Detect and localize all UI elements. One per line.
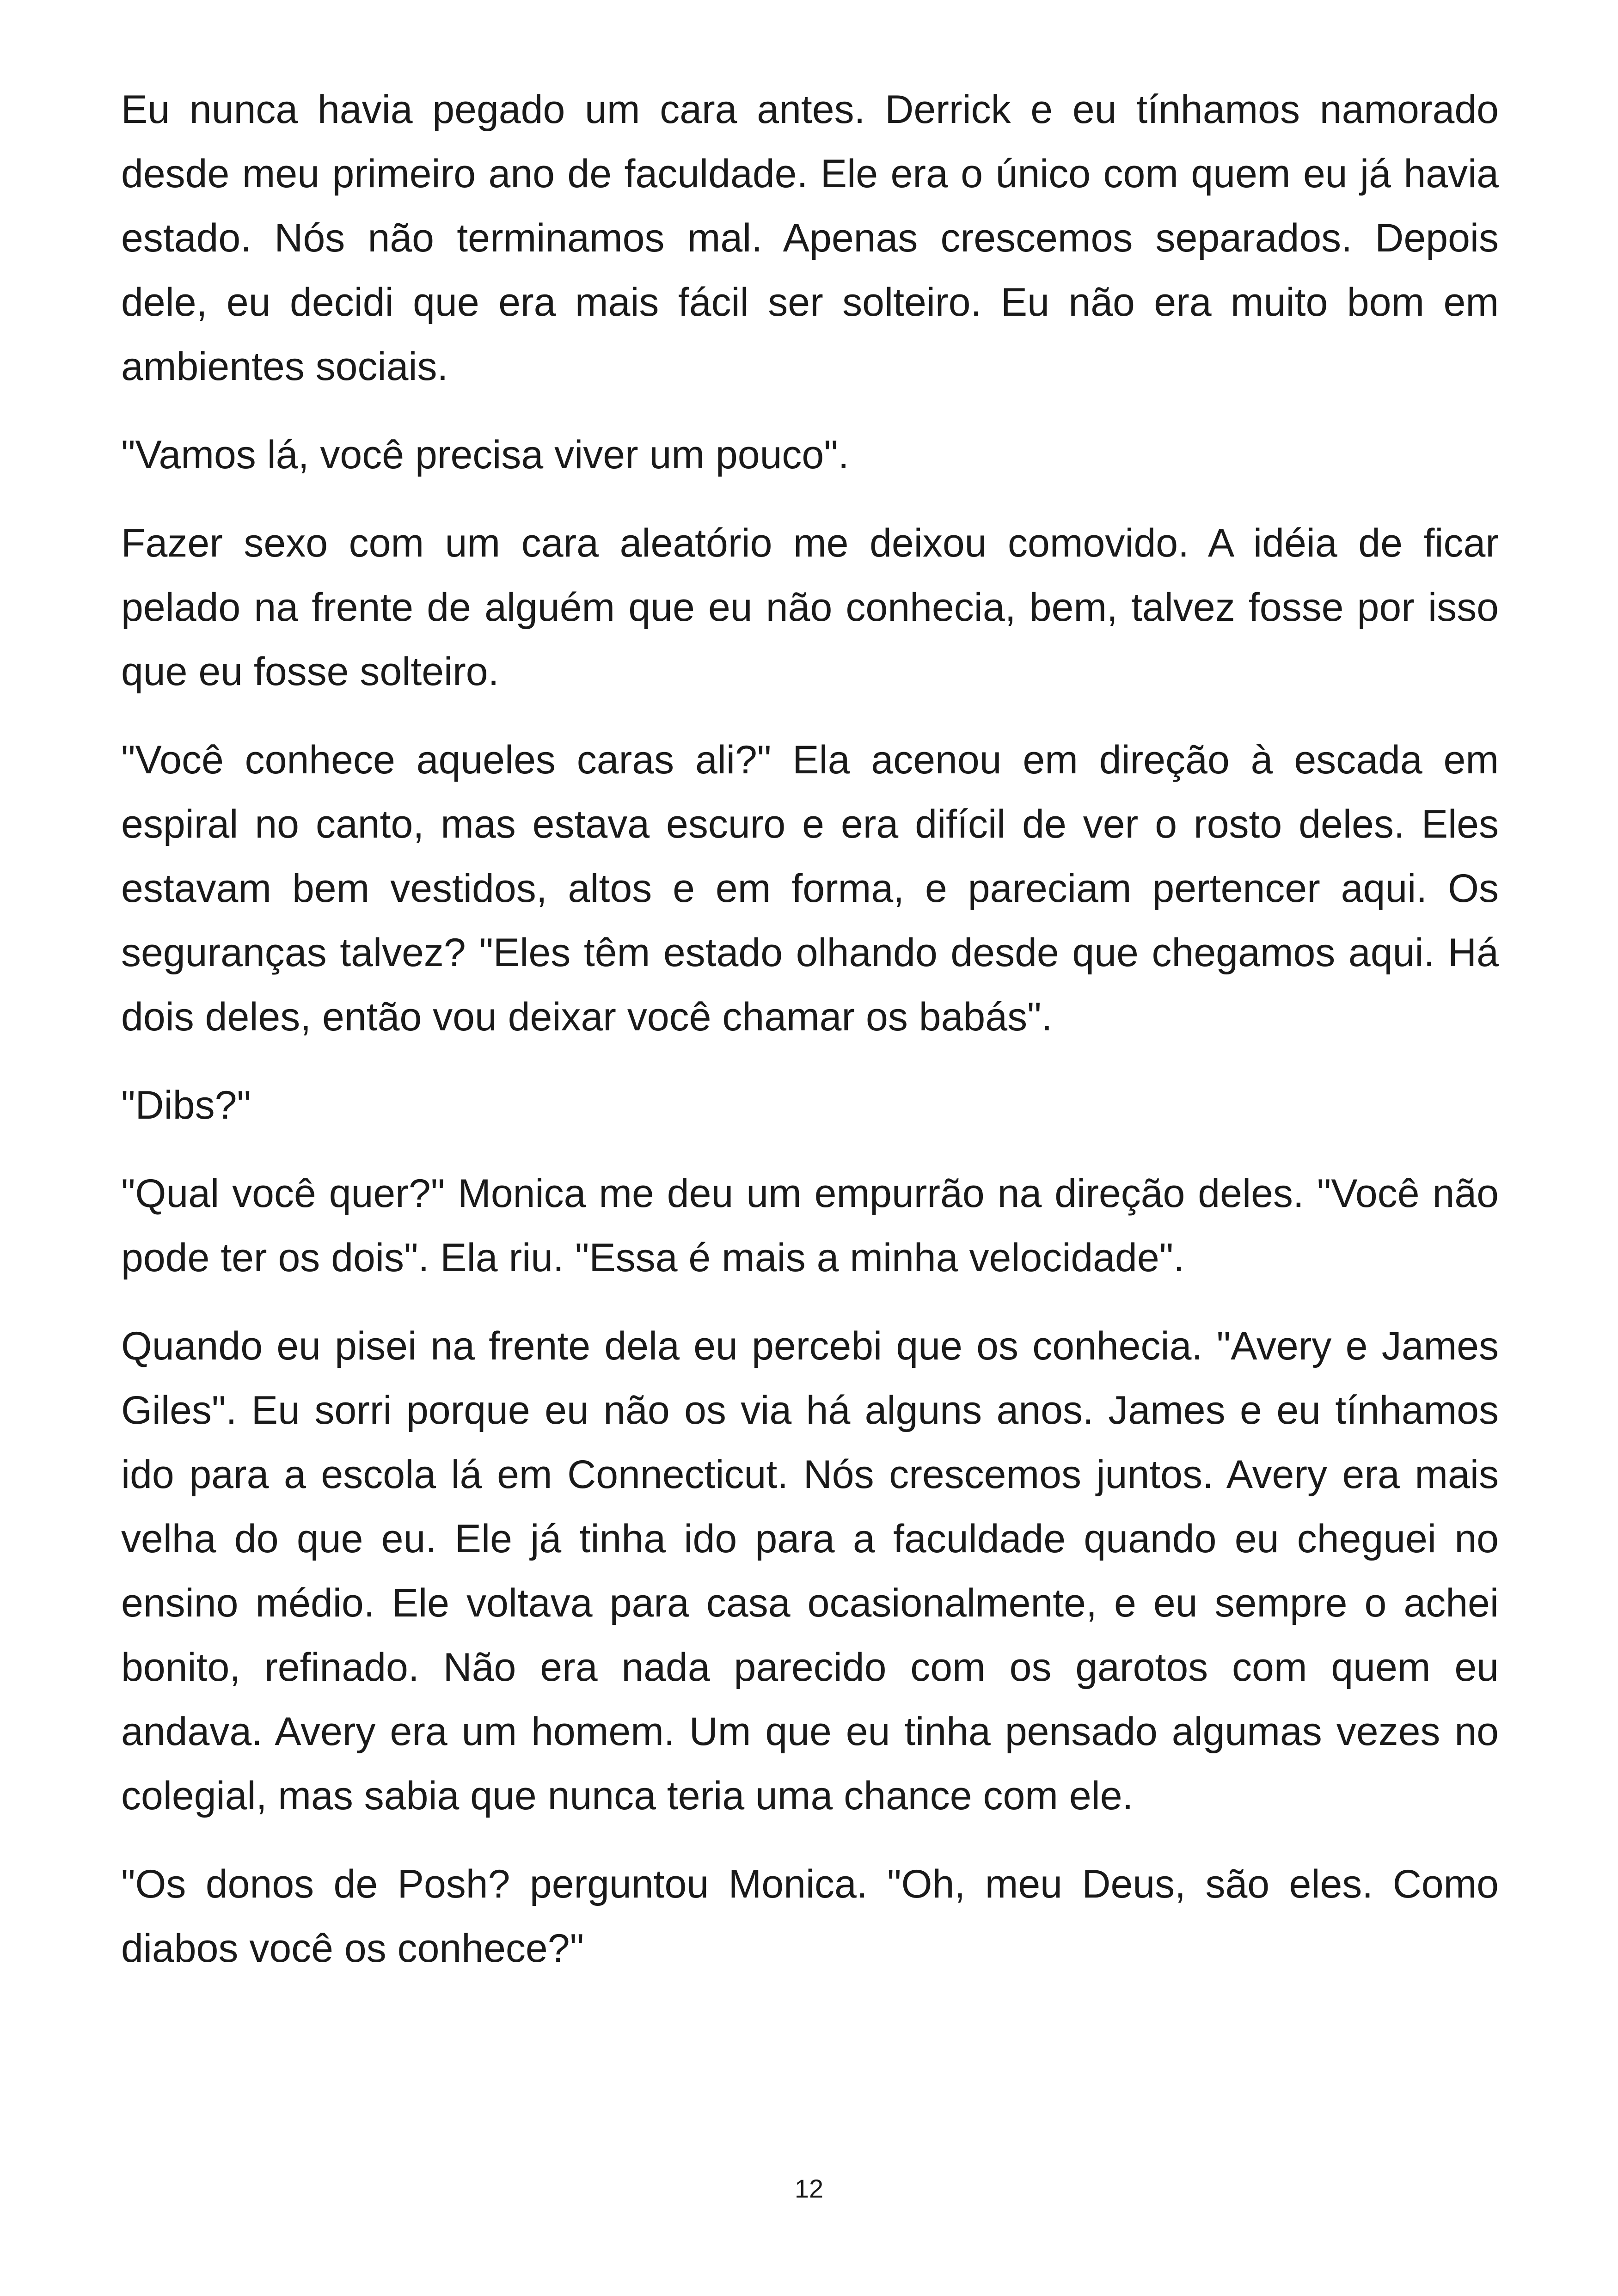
body-text	[121, 78, 1499, 2005]
paragraph-4: "Você conhece aqueles caras ali?" Ela acenou em direção à escada em espiral no canto, mas estava escuro e era difícil de ver o rosto deles. Eles estavam bem vestidos, altos e em forma, e pareciam pertencer aqui. Os seguranças talvez? "Eles têm estado olhando desde que chegamos aqui. Há dois deles, então vou deixar você chamar os babás".	[121, 738, 1499, 1039]
paragraph-7: Quando eu pisei na frente dela eu percebi que os conhecia. "Avery e James Giles". Eu sorri porque eu não os via há alguns anos. James e eu tínhamos ido para a escola lá em Connecticut. Nós crescemos juntos. Avery era mais velha do que eu. Ele já tinha ido para a faculdade quando eu cheguei no ensino médio. Ele voltava para casa ocasionalmente, e eu sempre o achei bonito, refinado. Não era nada parecido com os garotos com quem eu andava. Avery era um homem. Um que eu tinha pensado algumas vezes no colegial, mas sabia que nunca teria uma chance com ele.	[121, 1324, 1499, 1818]
page-number: 12	[794, 2174, 824, 2203]
paragraph-3: Fazer sexo com um cara aleatório me deixou comovido. A idéia de ficar pelado na frente de alguém que eu não conhecia, bem, talvez fosse por isso que eu fosse solteiro.	[121, 521, 1499, 694]
paragraph-2: "Vamos lá, você precisa viver um pouco".	[121, 433, 849, 477]
paragraph-8: "Os donos de Posh? perguntou Monica. "Oh, meu Deus, são eles. Como diabos você os conhece?"	[121, 1862, 1499, 1971]
paragraph-1: Eu nunca havia pegado um cara antes. Derrick e eu tínhamos namorado desde meu primeiro ano de faculdade. Ele era o único com quem eu já havia estado. Nós não terminamos mal. Apenas crescemos separados. Depois dele, eu decidi que era mais fácil ser solteiro. Eu não era muito bom em ambientes sociais.	[121, 87, 1499, 389]
paragraph-6: "Qual você quer?" Monica me deu um empurrão na direção deles. "Você não pode ter os dois". Ela riu. "Essa é mais a minha velocidade".	[121, 1171, 1499, 1280]
paragraph-5: "Dibs?"	[121, 1083, 251, 1127]
